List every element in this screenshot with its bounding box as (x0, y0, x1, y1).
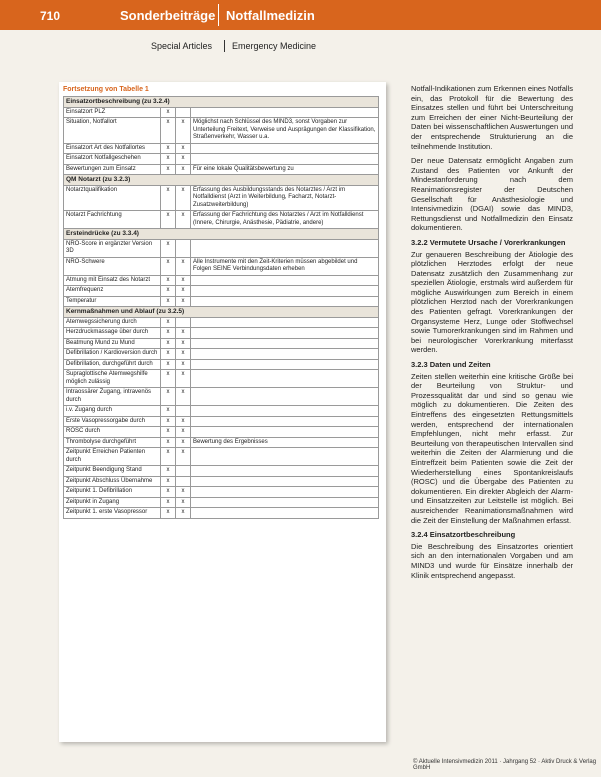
row-label: Zeitpunkt Beendigung Stand (64, 466, 161, 477)
row-label: Zeitpunkt in Zugang (64, 497, 161, 508)
mark-cell: x (161, 118, 176, 144)
mark-cell: x (161, 476, 176, 487)
mark-cell (176, 317, 191, 328)
paragraph: Die Beschreibung des Einsatzortes orientiert sich an den internationalen Vorgaben und am MIND3 und wurde für Einsätze innerhalb der Klinik entsprechend angepasst. (411, 541, 573, 580)
table-row (64, 185, 379, 211)
note-cell (191, 370, 379, 388)
note-cell (191, 328, 379, 339)
row-label: Intraossärer Zugang, intravenös durch (64, 388, 161, 406)
table-row (64, 286, 379, 297)
group-title: Ersteindrücke (zu 3.3.4) (64, 229, 379, 240)
data-table (63, 96, 379, 519)
table-row (64, 388, 379, 406)
note-cell (191, 416, 379, 427)
mark-cell (176, 239, 191, 257)
mark-cell: x (176, 275, 191, 286)
row-label: NRO-Schwere (64, 257, 161, 275)
mark-cell: x (176, 185, 191, 211)
note-cell (191, 154, 379, 165)
mark-cell: x (161, 508, 176, 519)
table-row (64, 370, 379, 388)
row-label: Atemfrequenz (64, 286, 161, 297)
row-label: Einsatzort Notfallgeschehen (64, 154, 161, 165)
note-cell (191, 448, 379, 466)
note-cell (191, 466, 379, 477)
table-group-header (64, 97, 379, 108)
table-row (64, 427, 379, 438)
table-row (64, 143, 379, 154)
row-label: Beatmung Mund zu Mund (64, 338, 161, 349)
mark-cell: x (176, 211, 191, 229)
note-cell (191, 349, 379, 360)
table-row (64, 487, 379, 498)
note-cell (191, 508, 379, 519)
table-row (64, 416, 379, 427)
row-label: Thrombolyse durchgeführt (64, 437, 161, 448)
note-cell (191, 359, 379, 370)
row-label: Zeitpunkt Abschluss Übernahme (64, 476, 161, 487)
paragraph: Zur genaueren Beschreibung der Ätiologie des plötzlichen Herztodes erfolgt der neue Datensatz zusätzlich den Zusammenhang zur speziellen Ätiologie, erstmals wird außerdem für mögliche Auswirkungen zum Bereich in einem plötzlichen Herztod nach der Vorerkrankungen des Patienten gefragt. Vorerkrankungen der Organsysteme Herz, Lunge oder Stoffwechsel sowie Tumorerkrankungen sind im Rahmen und bei neurologischer Vorerkrankung miterfasst werden. (411, 249, 573, 355)
table-row (64, 211, 379, 229)
section-heading: 3.2.3 Daten und Zeiten (411, 360, 491, 370)
mark-cell: x (161, 349, 176, 360)
mark-cell: x (176, 328, 191, 339)
mark-cell: x (161, 427, 176, 438)
mark-cell (176, 107, 191, 118)
mark-cell: x (176, 118, 191, 144)
row-label: Supraglottische Atemwegshilfe möglich zulässig (64, 370, 161, 388)
table-group-header (64, 307, 379, 318)
note-cell (191, 296, 379, 307)
page-footer: © Aktuelle Intensivmedizin 2011 · Jahrgang 52 · Aktiv Druck & Verlag GmbH (413, 759, 597, 771)
row-label: Defibrillation / Kardioversion durch (64, 349, 161, 360)
mark-cell: x (176, 164, 191, 175)
note-cell (191, 487, 379, 498)
mark-cell: x (161, 154, 176, 165)
group-title: Kernmaßnahmen und Ablauf (zu 3.2.5) (64, 307, 379, 318)
table-group-header (64, 229, 379, 240)
header-divider (218, 4, 219, 26)
mark-cell: x (161, 338, 176, 349)
table-caption: Fortsetzung von Tabelle 1 (63, 86, 149, 93)
table-row (64, 154, 379, 165)
row-label: Herzdruckmassage über durch (64, 328, 161, 339)
note-cell: Erfassung des Ausbildungsstands des Notarztes / Arzt im Notfalldienst (Arzt in Weiterbildung, Facharzt, Notarzt-Zusatzweiterbildung) (191, 185, 379, 211)
section-heading: 3.2.2 Vermutete Ursache / Vorerkrankungen (411, 237, 566, 247)
mark-cell: x (176, 154, 191, 165)
sub-header-divider (224, 40, 225, 52)
row-label: Zeitpunkt Erreichen Patienten durch (64, 448, 161, 466)
mark-cell: x (161, 107, 176, 118)
mark-cell: x (176, 296, 191, 307)
mark-cell: x (161, 185, 176, 211)
page-number: 710 (40, 9, 61, 23)
mark-cell: x (176, 286, 191, 297)
paragraph: Zeiten stellen weiterhin eine kritische Größe bei der Beurteilung von Struktur- und Prozessqualität dar und sind so genau wie möglich zu dokumentieren. Die Zeiten des Eintreffens des eingesetzten Rettungsmittels werden, entsprechend der internationalen Empfehlungen, nicht mehr erfasst. Zur Beurteilung von therapeutischen Intervallen sind weiterhin die Zeiten der Alarmierung und die Eintreffzeit beim Patienten sowie die Zeit der Wiederherstellung eines Spontankreislaufs (ROSC) und die Übergabe des Patienten zu dokumentieren. Ein direkter Abgleich der Alarm- und Einsatzzeiten zur Leitstelle ist möglich. Bei ausreichender Reanimationsmaßnahmen wird die Zeit der Einstellung der Maßnahmen erfasst. (411, 371, 573, 525)
mark-cell: x (176, 497, 191, 508)
row-label: Atemwegssicherung durch (64, 317, 161, 328)
section-topic: Notfallmedizin (226, 8, 315, 23)
mark-cell: x (161, 164, 176, 175)
row-label: Atmung mit Einsatz des Notarzt (64, 275, 161, 286)
mark-cell: x (176, 370, 191, 388)
mark-cell: x (176, 257, 191, 275)
row-label: Defibrillation, durchgeführt durch (64, 359, 161, 370)
right-text-column (411, 84, 573, 585)
note-cell (191, 143, 379, 154)
table-row (64, 257, 379, 275)
mark-cell: x (176, 349, 191, 360)
group-title: QM Notarzt (zu 3.2.3) (64, 175, 379, 186)
mark-cell: x (161, 328, 176, 339)
table-row (64, 296, 379, 307)
note-cell (191, 317, 379, 328)
table-row (64, 508, 379, 519)
mark-cell (176, 466, 191, 477)
note-cell: Alle Instrumente mit den Zeit-Kriterien müssen abgebildet und Folgen SEINE Verbindungsdaten erheben (191, 257, 379, 275)
mark-cell: x (161, 211, 176, 229)
mark-cell: x (161, 275, 176, 286)
mark-cell: x (176, 487, 191, 498)
mark-cell: x (161, 286, 176, 297)
note-cell (191, 107, 379, 118)
row-label: Einsatzort PLZ (64, 107, 161, 118)
note-cell (191, 286, 379, 297)
paragraph: Der neue Datensatz ermöglicht Angaben zum Zustand des Patienten vor Ankunft der Mindestanforderung nach dem Reanimationsregister der Deutschen Gesellschaft für Anästhesiologie und Intensivmedizin (DGAI) sowie das MIND3, Rettungsdienst und Notfallmedizin den Einsatz dokumentieren. (411, 156, 573, 233)
paragraph: Notfall-Indikationen zum Erkennen eines Notfalls ein, das Protokoll für die Bewertung des Einsatzes stellen und führt bei Unterschreitung zum Erreichen der einer Nicht-Beurteilung der Daten bei wissenschaftlichen Auswertungen und der entsprechende Strukturierung an die teilnehmende Institution. (411, 84, 573, 151)
note-cell: Erfassung der Fachrichtung des Notarztes / Arzt im Notfalldienst (Innere, Chirurgie, Anästhesie, Pädiatrie, andere) (191, 211, 379, 229)
mark-cell: x (161, 257, 176, 275)
note-cell (191, 427, 379, 438)
table-row (64, 275, 379, 286)
table-row (64, 437, 379, 448)
mark-cell: x (161, 359, 176, 370)
mark-cell (176, 476, 191, 487)
mark-cell: x (161, 370, 176, 388)
row-label: Erste Vasopressorgabe durch (64, 416, 161, 427)
note-cell (191, 275, 379, 286)
note-cell: Bewertung des Ergebnisses (191, 437, 379, 448)
mark-cell: x (176, 359, 191, 370)
mark-cell: x (176, 388, 191, 406)
mark-cell: x (161, 317, 176, 328)
mark-cell: x (161, 487, 176, 498)
mark-cell: x (176, 427, 191, 438)
table-group-header (64, 175, 379, 186)
table-row (64, 406, 379, 417)
table-row (64, 448, 379, 466)
table-row (64, 338, 379, 349)
mark-cell (176, 406, 191, 417)
mark-cell: x (161, 406, 176, 417)
section-heading: 3.2.4 Einsatzortbeschreibung (411, 530, 516, 540)
mark-cell: x (161, 448, 176, 466)
row-label: ROSC durch (64, 427, 161, 438)
sub-topic-label: Emergency Medicine (232, 41, 317, 51)
section-title: Sonderbeiträge (120, 8, 216, 23)
mark-cell: x (161, 416, 176, 427)
row-label: Bewertungen zum Einsatz (64, 164, 161, 175)
note-cell (191, 239, 379, 257)
table-row (64, 349, 379, 360)
group-title: Einsatzortbeschreibung (zu 3.2.4) (64, 97, 379, 108)
mark-cell: x (176, 448, 191, 466)
mark-cell: x (176, 437, 191, 448)
mark-cell: x (161, 437, 176, 448)
mark-cell: x (161, 466, 176, 477)
row-label: Situation, Notfallort (64, 118, 161, 144)
table-row (64, 497, 379, 508)
mark-cell: x (161, 497, 176, 508)
row-label: Temperatur (64, 296, 161, 307)
table-row (64, 239, 379, 257)
mark-cell: x (176, 416, 191, 427)
mark-cell: x (161, 143, 176, 154)
mark-cell: x (176, 508, 191, 519)
row-label: Einsatzort Art des Notfallortes (64, 143, 161, 154)
table-row (64, 317, 379, 328)
table-row (64, 359, 379, 370)
page-header-bar (0, 0, 601, 30)
mark-cell: x (176, 338, 191, 349)
mark-cell: x (161, 296, 176, 307)
note-cell (191, 406, 379, 417)
mark-cell: x (161, 388, 176, 406)
note-cell (191, 338, 379, 349)
mark-cell: x (176, 143, 191, 154)
row-label: NRO-Score in ergänzter Version 3D (64, 239, 161, 257)
table-row (64, 476, 379, 487)
note-cell (191, 497, 379, 508)
row-label: Notarztqualifikation (64, 185, 161, 211)
table-row (64, 118, 379, 144)
row-label: i.v. Zugang durch (64, 406, 161, 417)
note-cell (191, 388, 379, 406)
table-row (64, 328, 379, 339)
row-label: Notarzt Fachrichtung (64, 211, 161, 229)
table-row (64, 466, 379, 477)
mark-cell: x (161, 239, 176, 257)
sub-section-label: Special Articles (151, 41, 213, 51)
table-row (64, 164, 379, 175)
row-label: Zeitpunkt 1. erste Vasopressor (64, 508, 161, 519)
row-label: Zeitpunkt 1. Defibrillation (64, 487, 161, 498)
note-cell: Möglichst nach Schlüssel des MIND3, sonst Vorgaben zur Unterteilung Freitext, Verweise und Ausprägungen der Klassifikation, Straßenverkehr, Wasser u.a. (191, 118, 379, 144)
note-cell (191, 476, 379, 487)
note-cell: Für eine lokale Qualitätsbewertung zu (191, 164, 379, 175)
table-row (64, 107, 379, 118)
